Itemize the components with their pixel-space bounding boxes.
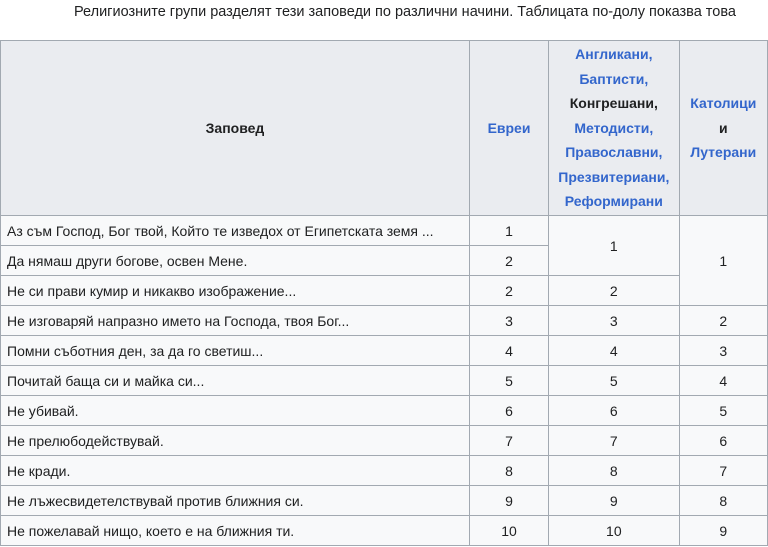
protestant-number: 5 <box>549 366 680 396</box>
jews-number: 9 <box>470 486 549 516</box>
orthodox-link[interactable]: Православни, <box>565 144 663 161</box>
jews-number: 7 <box>470 426 549 456</box>
commandments-table <box>0 40 768 546</box>
jews-number: 2 <box>470 276 549 306</box>
protestant-number: 10 <box>549 516 680 546</box>
lutherans-link[interactable]: Лутерани <box>690 144 757 161</box>
table-row <box>1 396 768 426</box>
jews-link[interactable]: Евреи <box>487 119 531 136</box>
baptists-link[interactable]: Баптисти, <box>579 70 649 87</box>
table-row <box>1 276 768 306</box>
table-row <box>1 456 768 486</box>
commandment-cell: Не убивай. <box>1 396 470 426</box>
commandment-cell: Да нямаш други богове, освен Мене. <box>1 246 470 276</box>
catholic-number: 9 <box>679 516 767 546</box>
intro-text: Религиозните групи разделят тези заповеди по различни начини. Таблицата по-долу показва това <box>74 4 736 20</box>
protestant-number: 8 <box>549 456 680 486</box>
catholic-number: 2 <box>679 306 767 336</box>
jews-number: 10 <box>470 516 549 546</box>
protestant-number: 9 <box>549 486 680 516</box>
jews-number: 2 <box>470 246 549 276</box>
table-row <box>1 486 768 516</box>
catholics-link[interactable]: Католици <box>690 95 757 112</box>
table-row <box>1 306 768 336</box>
table-row <box>1 426 768 456</box>
header-row <box>1 41 768 216</box>
header-catholic <box>679 41 767 216</box>
presbyterians-link[interactable]: Презвитериани, <box>558 168 670 185</box>
commandment-cell: Помни съботния ден, за да го светиш... <box>1 336 470 366</box>
commandment-cell: Не прелюбодействувай. <box>1 426 470 456</box>
header-protestant <box>549 41 680 216</box>
commandment-cell: Не пожелавай нищо, което е на ближния ти. <box>1 516 470 546</box>
jews-number: 5 <box>470 366 549 396</box>
protestant-number: 2 <box>549 276 680 306</box>
catholic-number: 1 <box>679 216 767 306</box>
header-commandment: Заповед <box>1 41 470 216</box>
catholic-number: 8 <box>679 486 767 516</box>
jews-number: 8 <box>470 456 549 486</box>
reformed-link[interactable]: Реформирани <box>564 193 663 210</box>
commandment-cell: Не си прави кумир и никакво изображение... <box>1 276 470 306</box>
and-label: и <box>719 119 728 136</box>
commandment-cell: Не лъжесвидетелствувай против ближния си. <box>1 486 470 516</box>
catholic-number: 4 <box>679 366 767 396</box>
table-row <box>1 216 768 246</box>
commandment-cell: Не кради. <box>1 456 470 486</box>
catholic-number: 6 <box>679 426 767 456</box>
jews-number: 3 <box>470 306 549 336</box>
table-row <box>1 516 768 546</box>
jews-number: 4 <box>470 336 549 366</box>
protestant-number: 6 <box>549 396 680 426</box>
table-row <box>1 366 768 396</box>
anglicans-link[interactable]: Англикани, <box>575 46 653 63</box>
protestant-number: 4 <box>549 336 680 366</box>
catholic-number: 7 <box>679 456 767 486</box>
protestant-number: 1 <box>549 216 680 276</box>
commandment-cell: Не изговаряй напразно името на Господа, твоя Бог... <box>1 306 470 336</box>
protestant-number: 3 <box>549 306 680 336</box>
methodists-link[interactable]: Методисти, <box>574 119 654 136</box>
commandment-cell: Аз съм Господ, Бог твой, Който те изведох от Египетската земя ... <box>1 216 470 246</box>
table-row <box>1 336 768 366</box>
jews-number: 6 <box>470 396 549 426</box>
jews-number: 1 <box>470 216 549 246</box>
catholic-number: 5 <box>679 396 767 426</box>
protestant-number: 7 <box>549 426 680 456</box>
catholic-number: 3 <box>679 336 767 366</box>
commandment-cell: Почитай баща си и майка си... <box>1 366 470 396</box>
congregationalists-label: Конгрешани, <box>569 95 658 112</box>
header-jews <box>470 41 549 216</box>
